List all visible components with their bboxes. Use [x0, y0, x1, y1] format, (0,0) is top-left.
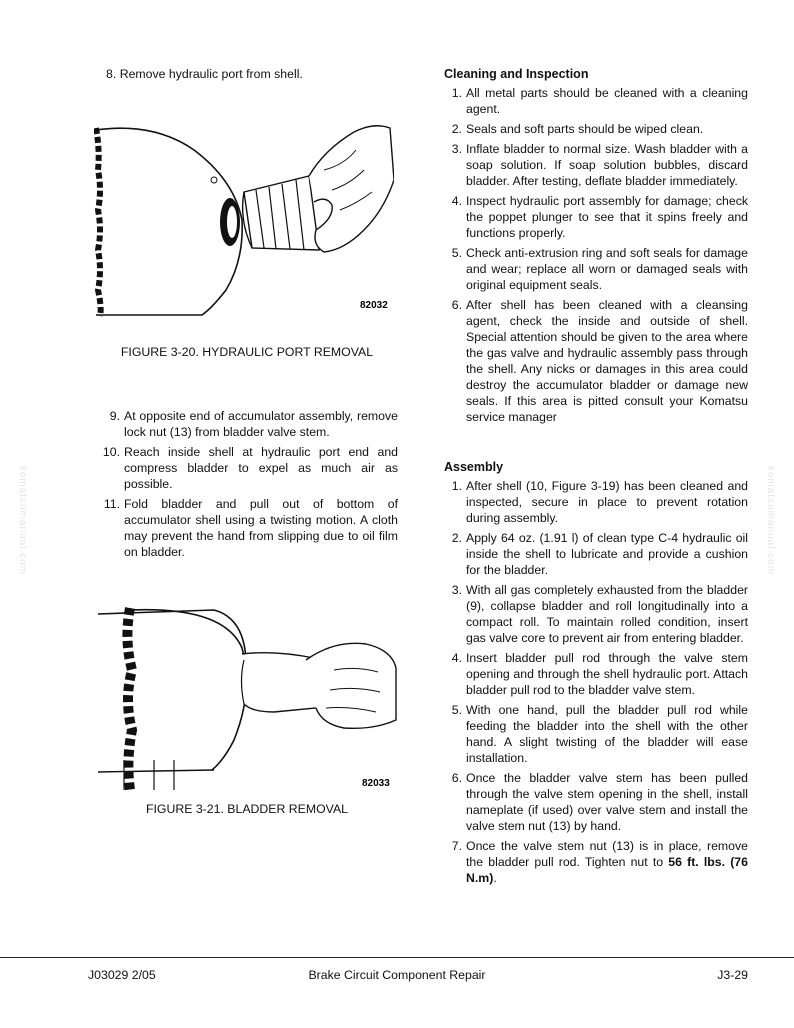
step-number: 7. — [451, 839, 462, 853]
step-11 — [102, 496, 398, 560]
step-number: 3. — [451, 142, 462, 156]
step-number: 1. — [451, 479, 462, 493]
cleaning-step-6 — [444, 297, 748, 425]
footer-doc-id: J03029 2/05 — [88, 968, 156, 982]
step-number: 2. — [451, 122, 462, 136]
assembly-step-7 — [444, 838, 748, 886]
watermark-left: komatsumanual.com — [17, 465, 29, 576]
torque-value: 56 ft. lbs. (76 N.m) — [466, 855, 748, 885]
disassembly-steps — [102, 408, 398, 564]
footer-title: Brake Circuit Component Repair — [308, 968, 486, 982]
step-number: 4. — [451, 194, 462, 208]
step-text: All metal parts should be cleaned with a cleaning agent. — [466, 86, 748, 116]
step-text: After shell (10, Figure 3-19) has been cleaned and inspected, secure in place to prevent rotation during assembly. — [466, 479, 748, 525]
assembly-step-2 — [444, 530, 748, 578]
step-9 — [102, 408, 398, 440]
assembly-step-6 — [444, 770, 748, 834]
footer-divider — [0, 957, 794, 958]
assembly-step-5 — [444, 702, 748, 766]
step-8 — [106, 66, 386, 82]
cleaning-steps — [444, 85, 748, 425]
cleaning-step-4 — [444, 193, 748, 241]
cleaning-heading: Cleaning and Inspection — [444, 67, 589, 81]
figure-hydraulic-port-removal — [94, 110, 394, 325]
assembly-step-4 — [444, 650, 748, 698]
cleaning-step-3 — [444, 141, 748, 189]
step-text: Seals and soft parts should be wiped clean. — [466, 122, 704, 136]
step-number: 6. — [451, 771, 462, 785]
step-text: Once the valve stem nut (13) is in place, remove the bladder pull rod. Tighten nut to — [466, 839, 748, 869]
step-text: Check anti-extrusion ring and soft seals for damage and wear; replace all worn or damaged seals with original equipment seals. — [466, 246, 748, 292]
step-number: 10. — [102, 445, 120, 459]
step-number: 5. — [451, 703, 462, 717]
step-number: 9. — [109, 409, 120, 423]
step-number: 6. — [451, 298, 462, 312]
figure-caption: FIGURE 3-21. BLADDER REMOVAL — [145, 802, 349, 816]
step-number: 8. — [106, 67, 117, 81]
right-column — [444, 66, 748, 890]
figure-bladder-removal — [94, 600, 400, 796]
step-text: Inspect hydraulic port assembly for damage; check the poppet plunger to see that it spins freely and functions properly. — [466, 194, 748, 240]
cleaning-step-1 — [444, 85, 748, 117]
cleaning-step-5 — [444, 245, 748, 293]
step-text: After shell has been cleaned with a cleansing agent, check the inside and outside of shell. Special attention should be given to the area where the gas valve and hydraulic assembly pass through the shell. Any nicks or damages in this area could destroy the accumulator bladder or damage new seals. If this area is pitted consult your Komatsu service manager — [466, 298, 748, 424]
step-number: 4. — [451, 651, 462, 665]
step-text-end: . — [493, 871, 497, 885]
step-number: 2. — [451, 531, 462, 545]
assembly-step-1 — [444, 478, 748, 526]
step-number: 11. — [103, 497, 120, 511]
assembly-step-3 — [444, 582, 748, 646]
step-10 — [102, 444, 398, 492]
step-number: 5. — [451, 246, 462, 260]
step-text: Fold bladder and pull out of bottom of accumulator shell using a twisting motion. A cloth may prevent the hand from slipping due to oil film on bladder. — [124, 497, 398, 559]
footer-page-number: J3-29 — [717, 968, 748, 982]
step-text: At opposite end of accumulator assembly, remove lock nut (13) from bladder valve stem. — [124, 409, 398, 439]
cleaning-step-2 — [444, 121, 748, 137]
step-number: 3. — [451, 583, 462, 597]
step-text: Apply 64 oz. (1.91 l) of clean type C-4 hydraulic oil inside the shell to lubricate and provide a cushion for the bladder. — [466, 531, 748, 577]
assembly-steps — [444, 478, 748, 886]
step-text: Inflate bladder to normal size. Wash bladder with a soap solution. If soap solution bubbles, discard bladder. After testing, deflate bladder immediately. — [466, 142, 748, 188]
step-text: With all gas completely exhausted from the bladder (9), collapse bladder and roll longitudinally into a compact roll. To maintain rolled condition, insert gas valve core to prevent air from entering bladder. — [466, 583, 748, 645]
figure-number: 82032 — [360, 300, 388, 311]
step-number: 1. — [451, 86, 462, 100]
figure-caption: FIGURE 3-20. HYDRAULIC PORT REMOVAL — [120, 345, 374, 359]
step-text: Once the bladder valve stem has been pulled through the valve stem opening in the shell, install nameplate (if used) over valve stem and install the valve stem nut (13) by hand. — [466, 771, 748, 833]
step-text: Remove hydraulic port from shell. — [119, 67, 303, 81]
step-text: With one hand, pull the bladder pull rod while feeding the bladder into the shell with the other hand. A slight twisting of the bladder will ease installation. — [466, 703, 748, 765]
figure-number: 82033 — [362, 778, 390, 789]
step-text: Insert bladder pull rod through the valve stem opening and through the shell hydraulic port. Attach bladder pull rod to the bladder valve stem. — [466, 651, 748, 697]
watermark-right: komatsumanual.com — [765, 465, 777, 576]
step-text: Reach inside shell at hydraulic port end and compress bladder to expel as much air as possible. — [124, 445, 398, 491]
assembly-heading: Assembly — [444, 460, 504, 474]
